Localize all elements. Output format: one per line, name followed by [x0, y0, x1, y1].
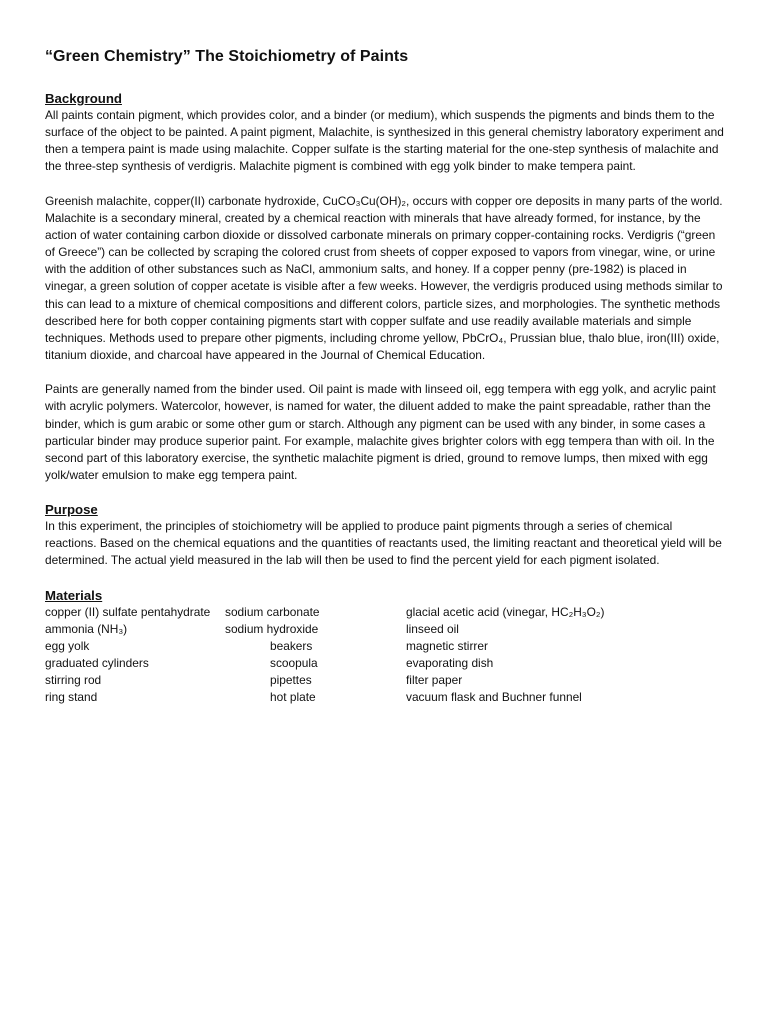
material-item: stirring rod [45, 673, 102, 688]
material-item: linseed oil [406, 621, 459, 636]
material-item: magnetic stirrer [406, 638, 488, 653]
material-item: ring stand [45, 690, 98, 705]
materials-column-3 [406, 604, 604, 707]
material-item: scoopula [270, 656, 318, 671]
materials-column-2 [225, 604, 320, 707]
background-heading: Background [45, 91, 122, 106]
material-item: egg yolk [45, 638, 90, 653]
material-item: vacuum flask and Buchner funnel [406, 690, 582, 705]
document-page [45, 46, 725, 708]
background-paragraph-2: Greenish malachite, copper(II) carbonate hydroxide, CuCO₃Cu(OH)₂, occurs with copper ore deposits in many parts of the world. Malachite is a secondary mineral, created by a chemical reaction with minerals that have already formed, for instance, by the action of water containing carbon dioxide or dissolved carbonate minerals on primary copper-containing rocks. Verdigris (“green of Greece”) can be collected by scraping the colored crust from sheets of copper exposed to vapors from vinegar, wine, or urine with the addition of other substances such as NaCl, ammonium salts, and honey. If a copper penny (pre-1982) is placed in vinegar, a green solution of copper acetate is visible after a few weeks. However, the verdigris produced using methods similar to this can lead to a mixture of chemical compositions and different colors, particle sizes, and morphologies. The synthetic methods described here for both copper containing pigments start with copper sulfate and use readily available materials and simple techniques. Methods used to prepare other pigments, including chrome yellow, PbCrO₄, Prussian blue, thalo blue, iron(III) oxide, titanium dioxide, and charcoal have appeared in the Journal of Chemical Education. [45, 193, 723, 363]
material-item: evaporating dish [406, 656, 494, 671]
background-paragraph-3: Paints are generally named from the binder used. Oil paint is made with linseed oil, egg tempera with egg yolk, and acrylic paint with acrylic polymers. Watercolor, however, is named for water, the diluent added to make the paint spreadable, rather than the binder, which is gum arabic or some other gum or starch. Although any pigment can be used with any binder, in some cases a particular binder may produce superior paint. For example, malachite gives brighter colors with egg tempera than with oil. In the second part of this laboratory exercise, the synthetic malachite pigment is dried, ground to remove lumps, then mixed with egg yolk/water emulsion to make egg tempera paint. [45, 382, 716, 482]
material-item: graduated cylinders [45, 656, 149, 671]
material-item: ammonia (NH₃) [45, 621, 128, 636]
material-item: filter paper [406, 673, 463, 688]
material-item: pipettes [270, 673, 312, 688]
material-item: glacial acetic acid (vinegar, HC₂H₃O₂) [406, 604, 605, 619]
material-item: sodium hydroxide [225, 621, 319, 636]
material-item: sodium carbonate [225, 604, 320, 619]
materials-list [45, 604, 725, 708]
background-paragraph-1: All paints contain pigment, which provides color, and a binder (or medium), which suspends the pigments and binds them to the surface of the object to be painted. A paint pigment, Malachite, is synthesized in this general chemistry laboratory experiment and then a tempera paint is made using malachite. Copper sulfate is the starting material for the one-step synthesis of malachite and the three-step synthesis of verdigris. Malachite pigment is combined with egg yolk binder to make tempera paint. [45, 108, 724, 174]
materials-heading: Materials [45, 587, 103, 603]
material-item: hot plate [270, 690, 316, 705]
document-title: “Green Chemistry” The Stoichiometry of Paints [45, 48, 409, 65]
material-item: beakers [270, 638, 313, 653]
material-item: copper (II) sulfate pentahydrate [45, 604, 211, 619]
materials-column-1 [45, 604, 210, 707]
purpose-heading: Purpose [45, 502, 98, 518]
purpose-paragraph: In this experiment, the principles of stoichiometry will be applied to produce paint pigments through a series of chemical reactions. Based on the chemical equations and the quantities of reactants used, the limiting reactant and theoretical yield will be determined. The actual yield measured in the lab will then be used to find the percent yield for each pigment isolated. [45, 519, 722, 568]
